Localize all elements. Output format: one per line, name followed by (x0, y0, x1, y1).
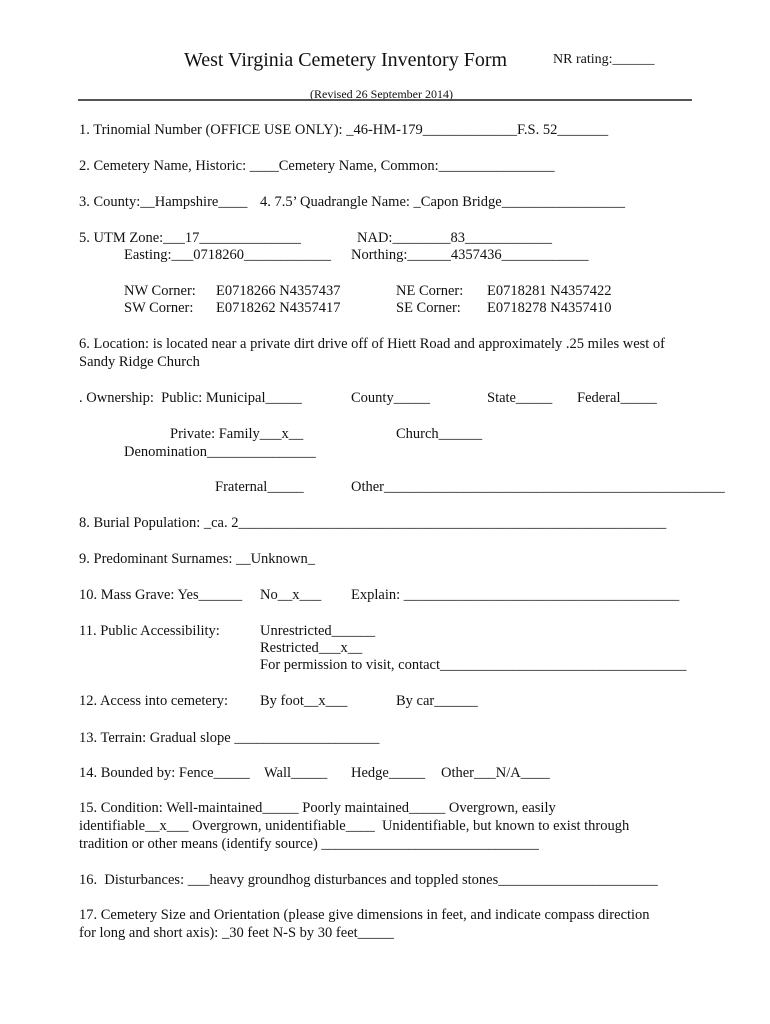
burial-population: 8. Burial Population: _ca. 2___________________________________________________________ (79, 515, 667, 531)
predominant-surnames: 9. Predominant Surnames: __Unknown_ (79, 551, 316, 567)
mass-grave-no: No__x___ (260, 587, 322, 603)
ownership-other: Other_______________________________________________ (351, 479, 725, 495)
easting-field: Easting:___0718260____________ (124, 247, 332, 263)
sw-corner-label: SW Corner: (124, 300, 194, 316)
nad-field: NAD:________83____________ (357, 230, 552, 246)
header-divider (78, 99, 692, 101)
form-title: West Virginia Cemetery Inventory Form (184, 49, 508, 71)
ownership-denomination: Denomination_______________ (124, 444, 316, 460)
location-line-1: 6. Location: is located near a private dirt drive off of Hiett Road and approximately .25 miles west of (79, 336, 666, 352)
bounded-wall: Wall_____ (264, 765, 328, 781)
ownership-state: State_____ (487, 390, 553, 406)
ne-corner-value: E0718281 N4357422 (487, 283, 612, 299)
ownership-private-family: Private: Family___x__ (170, 426, 304, 442)
ownership-federal: Federal_____ (577, 390, 657, 406)
bounded-other: Other___N/A____ (441, 765, 550, 781)
county-field: 3. County:__Hampshire____ (79, 194, 248, 210)
se-corner-value: E0718278 N4357410 (487, 300, 612, 316)
sw-corner-value: E0718262 N4357417 (216, 300, 341, 316)
access-by-car: By car______ (396, 693, 478, 709)
terrain-field: 13. Terrain: Gradual slope ____________________ (79, 730, 380, 746)
ownership-county: County_____ (351, 390, 430, 406)
nw-corner-value: E0718266 N4357437 (216, 283, 341, 299)
permission-contact: For permission to visit, contact__________________________________ (260, 657, 687, 673)
size-orientation-line-2: for long and short axis): _30 feet N-S by 30 feet_____ (79, 925, 394, 941)
mass-grave-explain: Explain: ______________________________________ (351, 587, 680, 603)
location-line-2: Sandy Ridge Church (79, 354, 200, 370)
condition-line-3: tradition or other means (identify source) ______________________________ (79, 836, 539, 852)
northing-field: Northing:______4357436____________ (351, 247, 589, 263)
ownership-municipal: . Ownership: Public: Municipal_____ (79, 390, 302, 406)
accessibility-restricted: Restricted___x__ (260, 640, 363, 656)
size-orientation-line-1: 17. Cemetery Size and Orientation (please give dimensions in feet, and indicate compass direction (79, 907, 650, 923)
quadrangle-name: 4. 7.5’ Quadrangle Name: _Capon Bridge_________________ (260, 194, 625, 210)
accessibility-unrestricted: Unrestricted______ (260, 623, 376, 639)
nr-rating-field: NR rating:______ (553, 52, 655, 67)
bounded-hedge: Hedge_____ (351, 765, 426, 781)
access-by-foot: By foot__x___ (260, 693, 348, 709)
ownership-church: Church______ (396, 426, 483, 442)
access-label: 12. Access into cemetery: (79, 693, 228, 709)
utm-zone: 5. UTM Zone:___17______________ (79, 230, 301, 246)
public-accessibility-label: 11. Public Accessibility: (79, 623, 220, 639)
bounded-fence: 14. Bounded by: Fence_____ (79, 765, 250, 781)
cemetery-name: 2. Cemetery Name, Historic: ____Cemetery Name, Common:________________ (79, 158, 555, 174)
ownership-fraternal: Fraternal_____ (215, 479, 304, 495)
ne-corner-label: NE Corner: (396, 283, 464, 299)
condition-line-1: 15. Condition: Well-maintained_____ Poorly maintained_____ Overgrown, easily (79, 800, 556, 816)
mass-grave-yes: 10. Mass Grave: Yes______ (79, 587, 243, 603)
condition-line-2: identifiable__x___ Overgrown, unidentifiable____ Unidentifiable, but known to exist through (79, 818, 630, 834)
disturbances-field: 16. Disturbances: ___heavy groundhog disturbances and toppled stones______________________ (79, 872, 658, 888)
se-corner-label: SE Corner: (396, 300, 461, 316)
nw-corner-label: NW Corner: (124, 283, 196, 299)
trinomial-number: 1. Trinomial Number (OFFICE USE ONLY): _46-HM-179_____________F.S. 52_______ (79, 122, 609, 138)
revision-date: (Revised 26 September 2014) (310, 87, 453, 101)
